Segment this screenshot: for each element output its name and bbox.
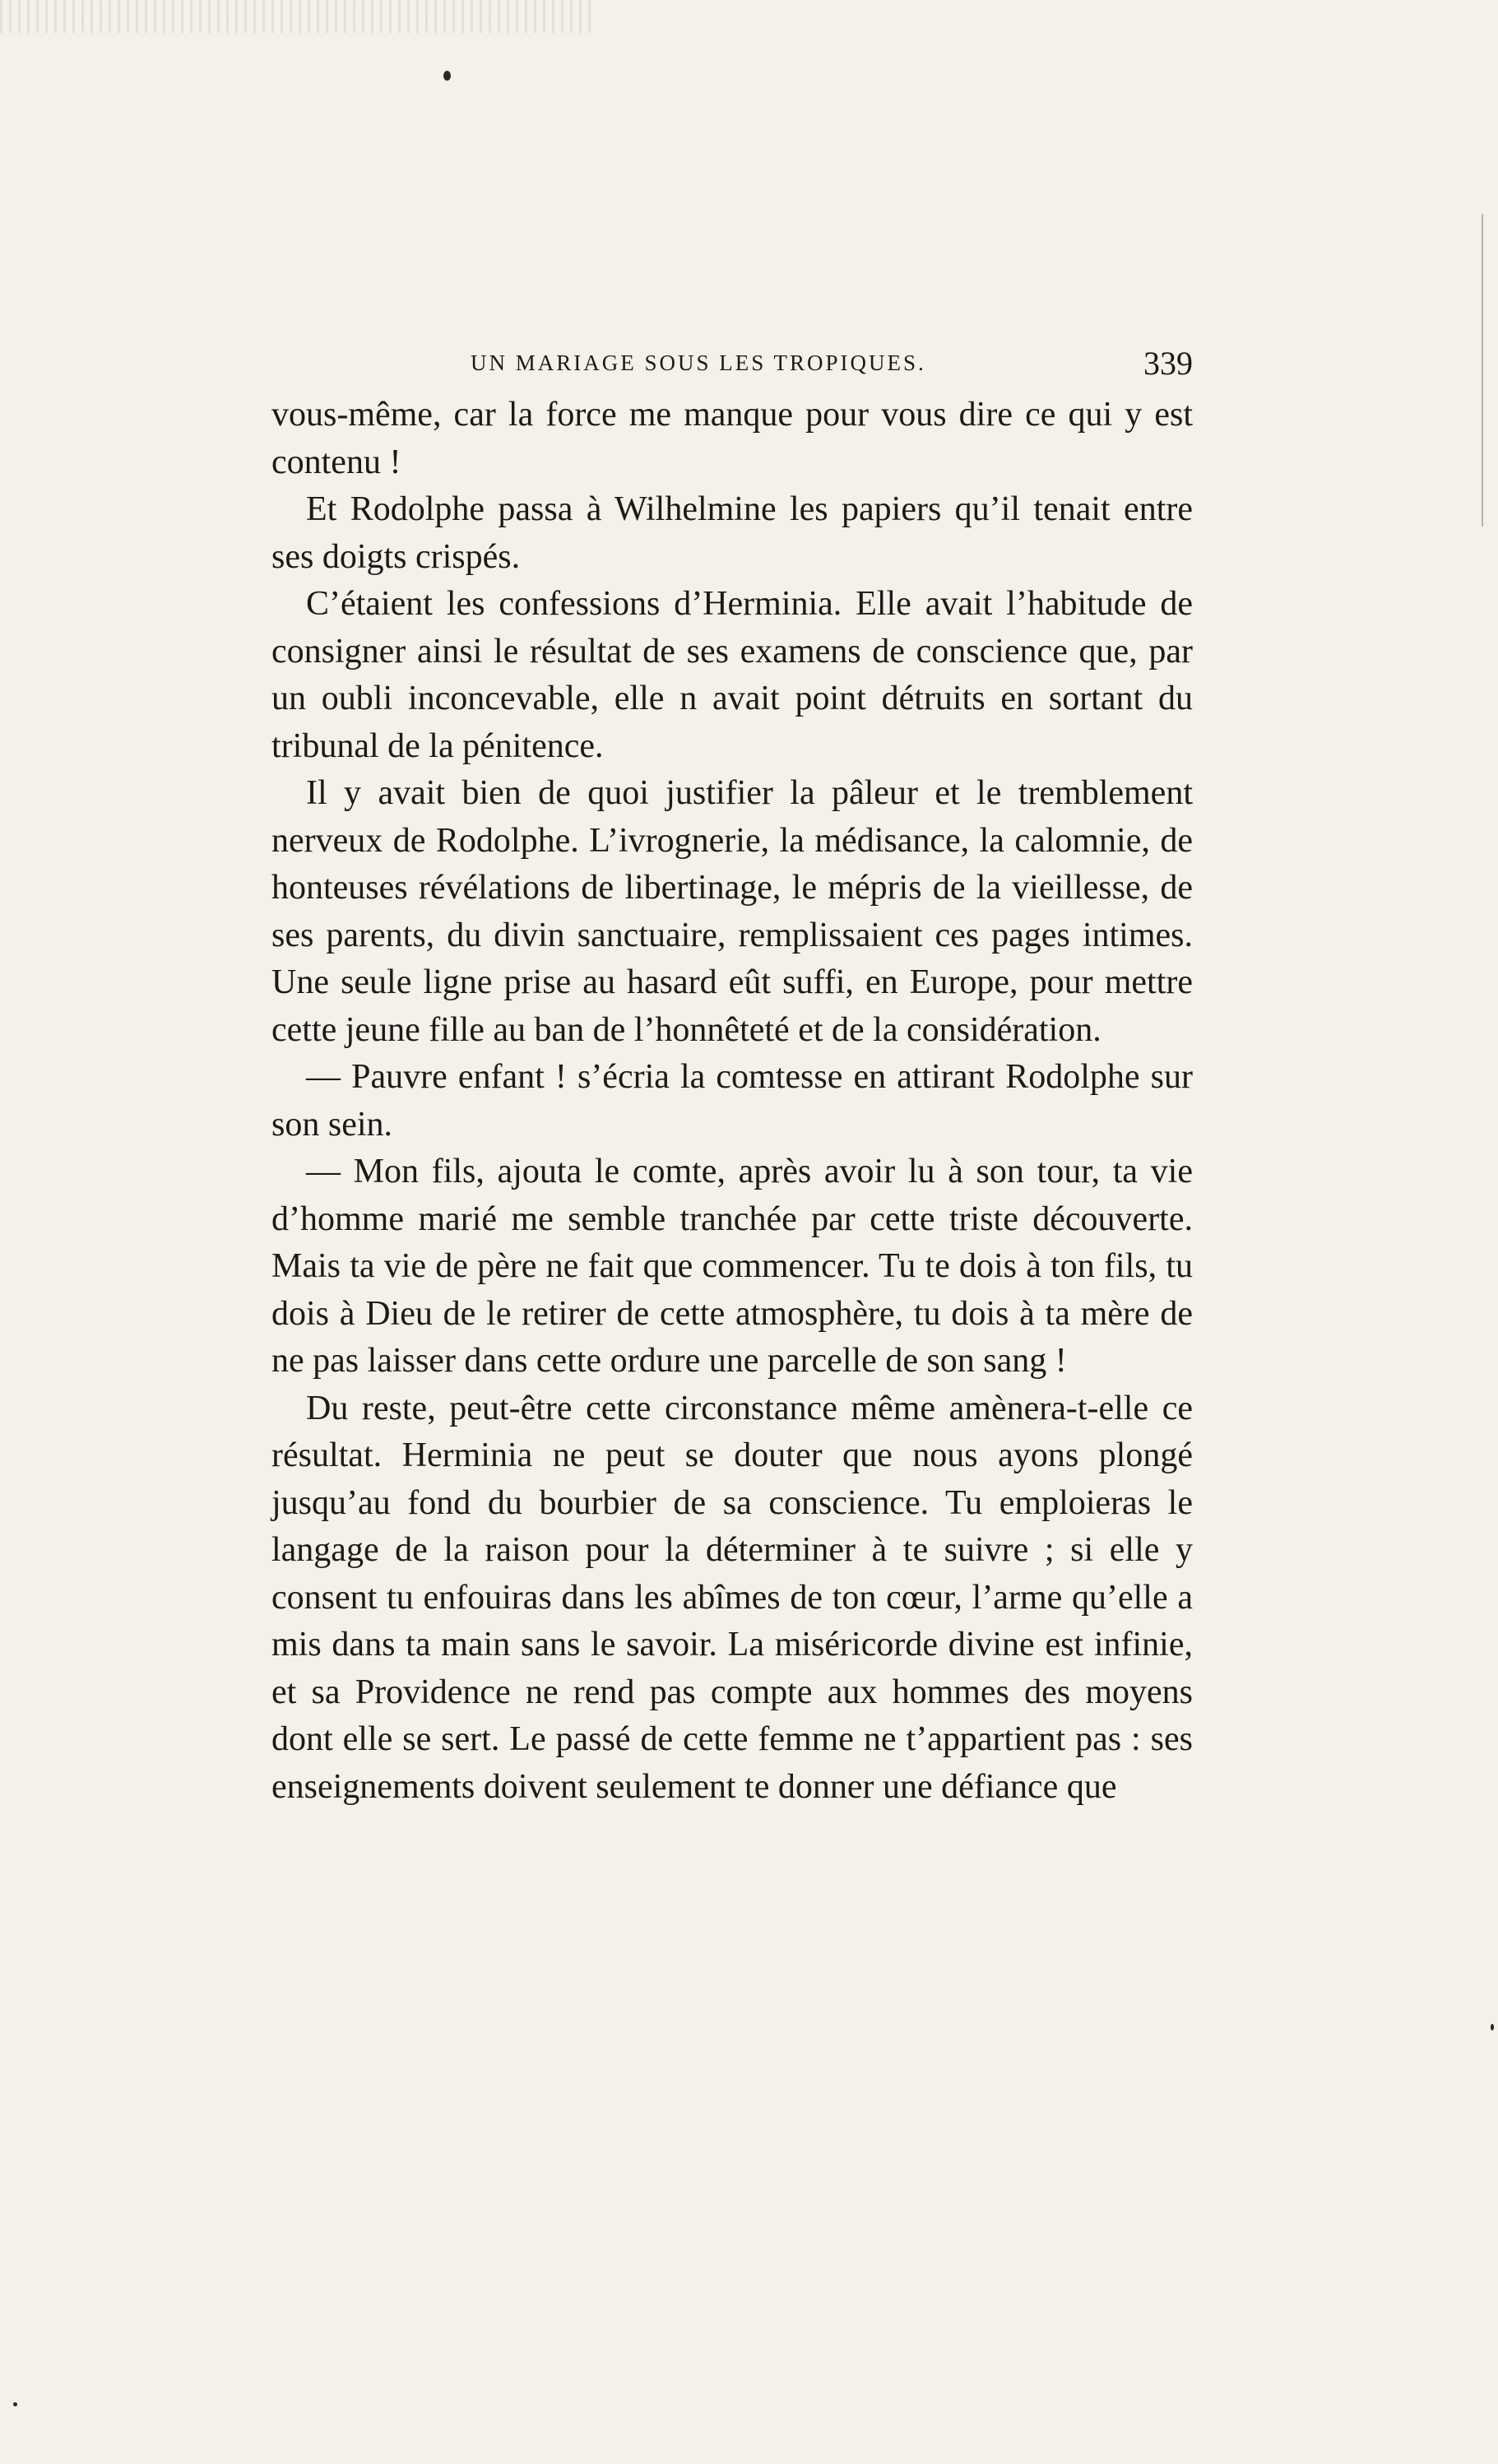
ink-speck <box>13 2402 17 2406</box>
scan-noise <box>0 0 592 33</box>
ink-speck <box>1491 2024 1494 2030</box>
paragraph: C’étaient les confessions d’Herminia. Elle avait l’habitude de consigner ainsi le résultat de ses examens de conscience que, par un oubli inconcevable, elle n avait point détruits en sortant du tribunal de la pénitence. <box>271 585 1193 765</box>
paragraph: — Mon fils, ajouta le comte, après avoir lu à son tour, ta vie d’homme marié me semble tranchée par cette triste découverte. Mais ta vie de père ne fait que commencer. Tu te dois à ton fils, tu dois à Dieu de le retirer de cette atmosphère, tu dois à ta mère de ne pas laisser dans cette ordure une parcelle de son sang ! <box>271 1153 1193 1380</box>
page-edge-shadow <box>1482 214 1483 527</box>
paragraph: vous-même, car la force me manque pour vous dire ce qui y est contenu ! <box>271 396 1193 481</box>
running-title: UN MARIAGE SOUS LES TROPIQUES. <box>471 350 926 375</box>
ink-speck <box>443 71 451 81</box>
paragraph: Et Rodolphe passa à Wilhelmine les papiers qu’il tenait entre ses doigts crispés. <box>271 490 1193 576</box>
running-head <box>271 344 1193 393</box>
body-text <box>271 392 1193 1811</box>
paragraph: Du reste, peut-être cette circonstance même amènera-t-elle ce résultat. Herminia ne peut se douter que nous ayons plongé jusqu’au fond du bourbier de sa conscience. Tu emploieras le langage de la raison pour la déterminer à te suivre ; si elle y consent tu enfouiras dans les abîmes de ton cœur, l’arme qu’elle a mis dans ta main sans le savoir. La miséricorde divine est infinie, et sa Providence ne rend pas compte aux hommes des moyens dont elle se sert. Le passé de cette femme ne t’appartient pas : ses enseignements doivent seulement te donner une défiance que <box>271 1389 1193 1806</box>
page-number: 339 <box>1143 345 1193 382</box>
paragraph: Il y avait bien de quoi justifier la pâleur et le tremblement nerveux de Rodolphe. L’ivrognerie, la médisance, la calomnie, de honteuses révélations de libertinage, le mépris de la vieillesse, de ses parents, du divin sanctuaire, remplissaient ces pages intimes. Une seule ligne prise au hasard eût suffi, en Europe, pour mettre cette jeune fille au ban de l’honnêteté et de la considération. <box>271 774 1193 1049</box>
paragraph: — Pauvre enfant ! s’écria la comtesse en attirant Rodolphe sur son sein. <box>271 1058 1193 1144</box>
